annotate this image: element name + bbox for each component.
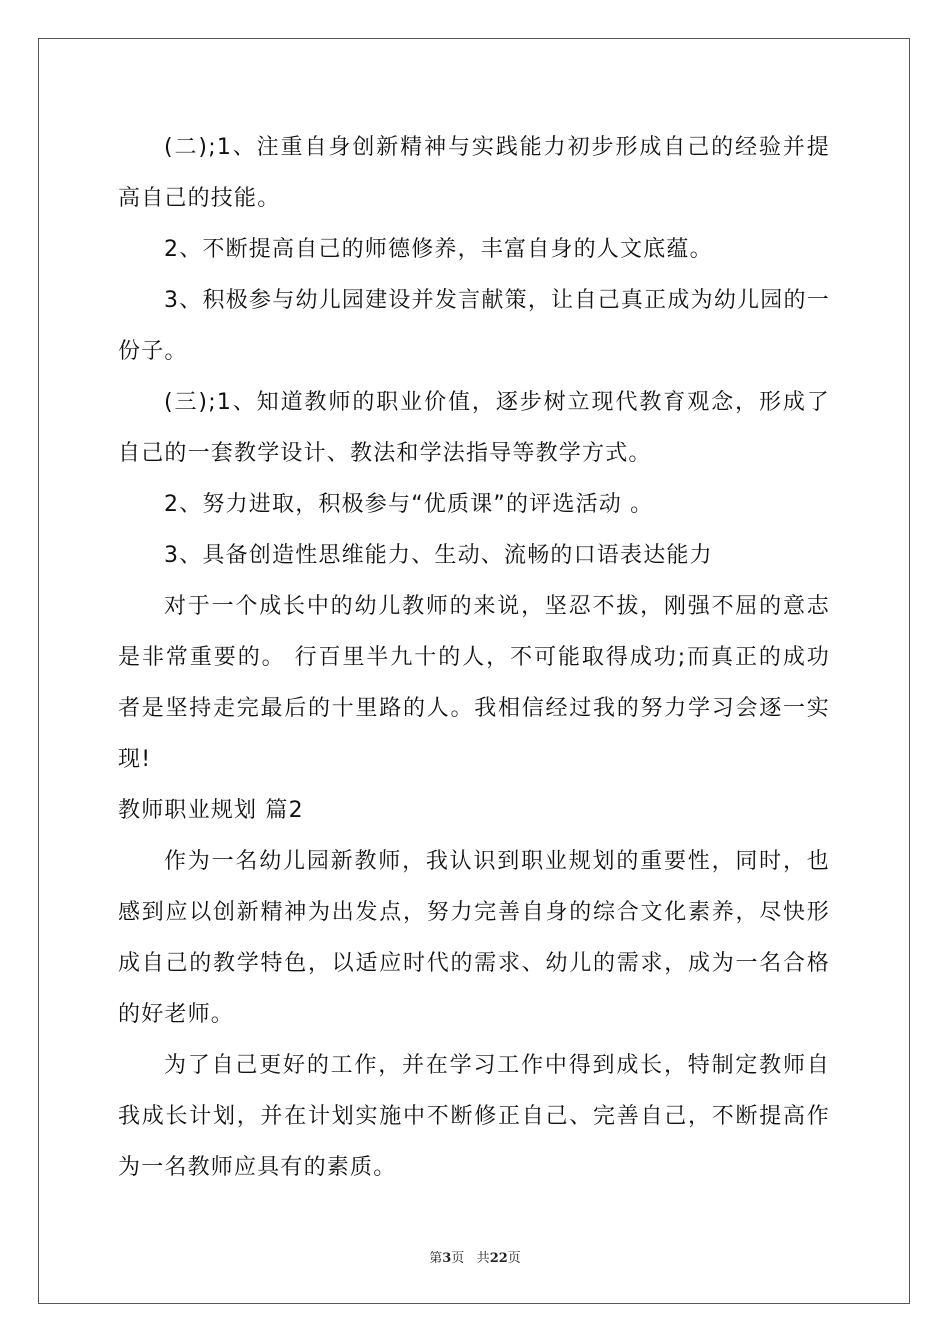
- page-suffix: 页: [451, 1251, 465, 1266]
- page-footer: [0, 1247, 950, 1266]
- paragraph: 2、努力进取，积极参与“优质课”的评选活动 。: [164, 492, 654, 517]
- page-number: 3: [442, 1251, 452, 1266]
- paragraph: 作为一名幼儿园新教师，我认识到职业规划的重要性，同时，也感到应以创新精神为出发点，努力完善自身的综合文化素养，尽快形成自己的教学特色，以适应时代的需求、幼儿的需求，成为一名合格的好老师。: [118, 849, 830, 1027]
- total-suffix: 页: [507, 1251, 521, 1266]
- paragraph: 为了自己更好的工作，并在学习工作中得到成长，特制定教师自我成长计划，并在计划实施中不断修正自己、完善自己，不断提高作为一名教师应具有的素质。: [118, 1053, 830, 1180]
- total-prefix: 共: [476, 1251, 490, 1266]
- total-pages: 22: [489, 1251, 508, 1266]
- paragraph: 2、不断提高自己的师德修养，丰富自身的人文底蕴。: [164, 237, 713, 262]
- paragraph: 对于一个成长中的幼儿教师的来说，坚忍不拔，刚强不屈的意志是非常重要的。 行百里半九十的人，不可能取得成功;而真正的成功者是坚持走完最后的十里路的人。我相信经过我的努力学习会逐一实现!: [118, 594, 830, 772]
- page-prefix: 第: [429, 1251, 443, 1266]
- document-body: [118, 122, 830, 1193]
- paragraph: 3、具备创造性思维能力、生动、流畅的口语表达能力: [164, 543, 713, 568]
- paragraph: (二);1、注重自身创新精神与实践能力初步形成自己的经验并提高自己的技能。: [118, 135, 830, 211]
- paragraph: (三);1、知道教师的职业价值，逐步树立现代教育观念，形成了自己的一套教学设计、教法和学法指导等教学方式。: [118, 390, 830, 466]
- paragraph: 3、积极参与幼儿园建设并发言献策，让自己真正成为幼儿园的一份子。: [118, 288, 830, 364]
- section-heading: 教师职业规划 篇2: [118, 798, 304, 823]
